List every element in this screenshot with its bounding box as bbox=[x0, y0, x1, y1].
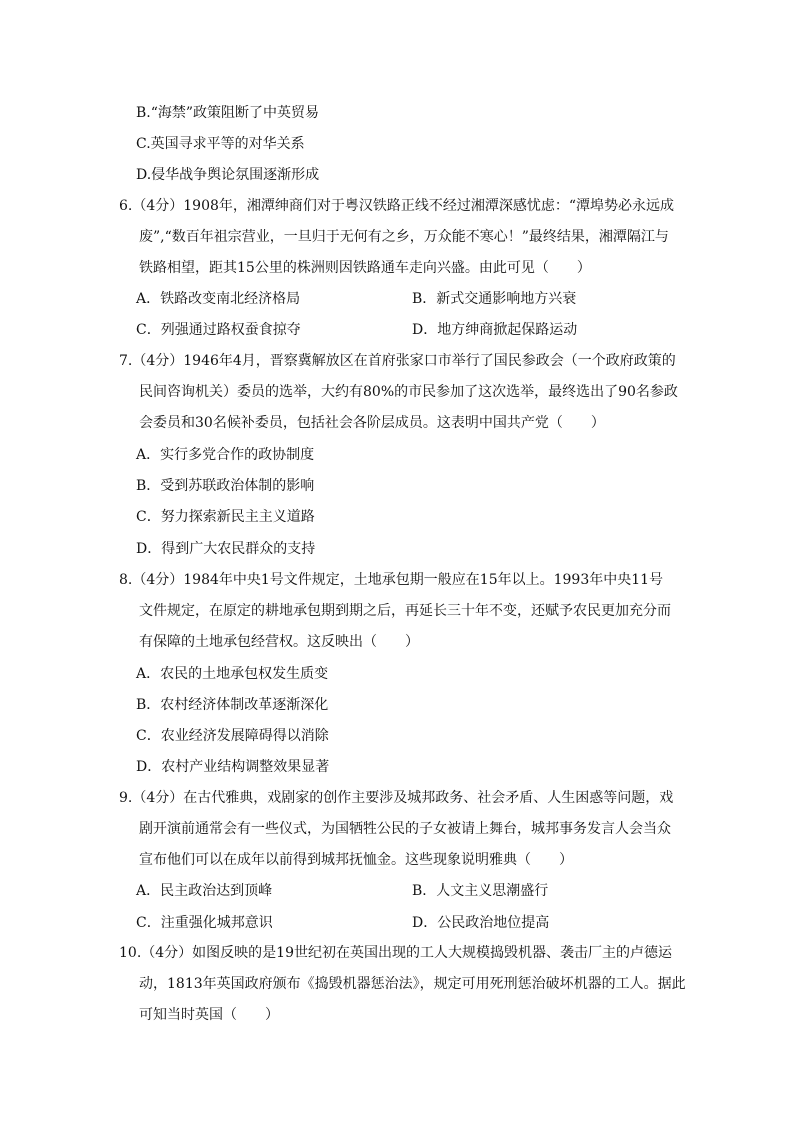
option-d: D．地方绅商掀起保路运动 bbox=[412, 322, 578, 338]
option-b: B．新式交通影响地方兴衰 bbox=[412, 291, 577, 307]
stem-line: 有保障的土地承包经营权。这反映出（ ） bbox=[139, 634, 419, 650]
option-b: B．受到苏联政治体制的影响 bbox=[136, 478, 315, 494]
stem-line: 可知当时英国（ ） bbox=[139, 1007, 279, 1023]
stem-line: 民间咨询机关）委员的选举，大约有80%的市民参加了这次选举，最终选出了90名参政 bbox=[139, 384, 678, 400]
question-stem bbox=[119, 783, 679, 876]
stem-line: 废”,“数百年祖宗营业，一旦归于无何有之乡，万众能不寒心！”最终结果，湘潭隔江与 bbox=[139, 229, 669, 245]
stem-line: 会委员和30名候补委员，包括社会各阶层成员。这表明中国共产党（ ） bbox=[139, 415, 605, 431]
stem-line: 文件规定，在原定的耕地承包期到期之后，再延长三十年不变，还赋予农民更加充分而 bbox=[139, 603, 671, 619]
stem-line: 剧开演前通常会有一些仪式，为国牺牲公民的子女被请上舞台，城邦事务发言人会当众 bbox=[139, 821, 671, 837]
option-b: B．农村经济体制改革逐渐深化 bbox=[136, 697, 329, 713]
option-d: D．公民政治地位提高 bbox=[412, 915, 550, 931]
option-b: B.“海禁”政策阻断了中英贸易 bbox=[136, 105, 320, 121]
stem-line: 铁路相望，距其15公里的株洲则因铁路通车走向兴盛。由此可见（ ） bbox=[139, 260, 591, 276]
option-d: D．得到广大农民群众的支持 bbox=[136, 541, 316, 557]
stem-line: 动，1813年英国政府颁布《捣毁机器惩治法》，规定可用死刑惩治破坏机器的工人。据此 bbox=[139, 976, 686, 992]
question-stem bbox=[119, 346, 679, 439]
option-a: A．实行多党合作的政协制度 bbox=[136, 447, 315, 463]
question-stem bbox=[119, 938, 686, 1031]
option-a: A．铁路改变南北经济格局 bbox=[136, 291, 301, 307]
option-a: A．民主政治达到顶峰 bbox=[136, 883, 273, 899]
option-c: C．努力探索新民主主义道路 bbox=[136, 509, 315, 525]
stem-line: 10.（4分）如图反映的是19世纪初在英国出现的工人大规模捣毁机器、袭击厂主的卢德运 bbox=[119, 945, 672, 961]
stem-line: 6.（4分）1908年，湘潭绅商们对于粤汉铁路正线不经过湘潭深感忧虑：“潭埠势必永远成 bbox=[119, 198, 675, 214]
option-c: C.英国寻求平等的对华关系 bbox=[136, 136, 305, 152]
question-stem bbox=[119, 191, 679, 284]
question-stem bbox=[119, 565, 679, 658]
stem-line: 8.（4分）1984年中央1号文件规定，土地承包期一般应在15年以上。1993年中央11号 bbox=[119, 572, 664, 588]
stem-line: 9.（4分）在古代雅典，戏剧家的创作主要涉及城邦政务、社会矛盾、人生困惑等问题，戏 bbox=[119, 790, 674, 806]
option-b: B．人文主义思潮盛行 bbox=[412, 883, 549, 899]
option-c: C．注重强化城邦意识 bbox=[136, 915, 273, 931]
option-c: C．列强通过路权蚕食掠夺 bbox=[136, 322, 301, 338]
option-d: D．农村产业结构调整效果显著 bbox=[136, 759, 330, 775]
option-d: D.侵华战争舆论氛围逐渐形成 bbox=[136, 167, 320, 183]
option-a: A．农民的土地承包权发生质变 bbox=[136, 666, 329, 682]
option-c: C．农业经济发展障碍得以消除 bbox=[136, 728, 329, 744]
stem-line: 7.（4分）1946年4月，晋察冀解放区在首府张家口市举行了国民参政会（一个政府政策的 bbox=[119, 353, 676, 369]
stem-line: 宣布他们可以在成年以前得到城邦抚恤金。这些现象说明雅典（ ） bbox=[139, 852, 573, 868]
